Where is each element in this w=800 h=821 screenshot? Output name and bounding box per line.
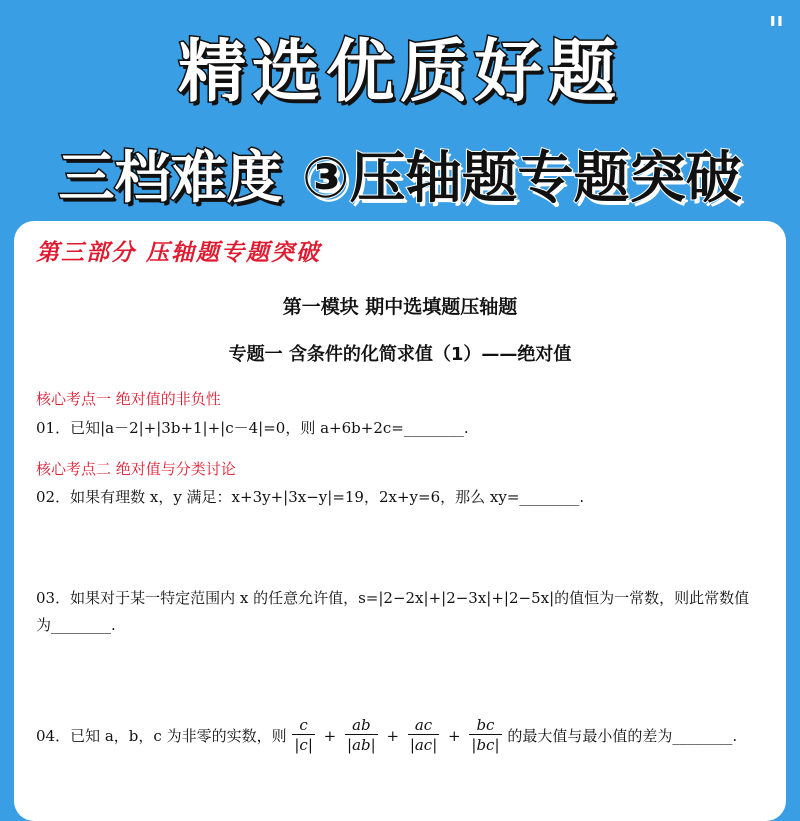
banner-subtitle	[0, 134, 800, 214]
part-title: 第三部分 压轴题专题突破	[36, 239, 322, 266]
topic-title: 专题一 含条件的化简求值（1）——绝对值	[228, 344, 572, 365]
fraction-ac: $\frac{ac}{|ac|}$	[409, 716, 438, 754]
module-title: 第一模块 期中选填题压轴题	[282, 296, 518, 318]
question-4-prefix: 04．已知 a，b，c 为非零的实数，则	[36, 727, 287, 745]
banner-subtitle-white: 三档难度	[58, 146, 303, 211]
fraction-bc: $\frac{bc}{|bc|}$	[471, 716, 500, 754]
question-3-line2: 为________.	[36, 616, 116, 634]
banner-circle-number: ③	[302, 146, 350, 211]
plus-sign: +	[448, 726, 461, 745]
core-point-1: 核心考点一 绝对值的非负性	[36, 390, 221, 408]
question-4-suffix: 的最大值与最小值的差为________.	[507, 727, 738, 745]
question-2: 02．如果有理数 x，y 满足：x+3y+|3x−y|=19，2x+y=6，那么 xy=________.	[36, 488, 585, 506]
plus-sign: +	[386, 726, 400, 745]
question-3-line1: 03．如果对于某一特定范围内 x 的任意允许值，s=|2−2x|+|2−3x|+|2−5x|的值恒为一常数，则此常数值	[36, 589, 750, 607]
banner-title: 精选优质好题	[177, 33, 622, 112]
banner-subtitle-black: 压轴题专题突破	[349, 146, 742, 211]
plus-sign: +	[323, 726, 337, 745]
core-point-2: 核心考点二 绝对值与分类讨论	[36, 460, 236, 478]
corner-mark: ıı	[769, 10, 784, 31]
fraction-c: $\frac{c}{|c|}$	[294, 716, 313, 754]
fraction-ab: $\frac{ab}{|ab|}$	[347, 716, 376, 754]
question-1: 01．已知|a－2|+|3b+1|+|c－4|=0，则 a+6b+2c=________.	[36, 419, 469, 437]
question-4	[36, 716, 737, 755]
